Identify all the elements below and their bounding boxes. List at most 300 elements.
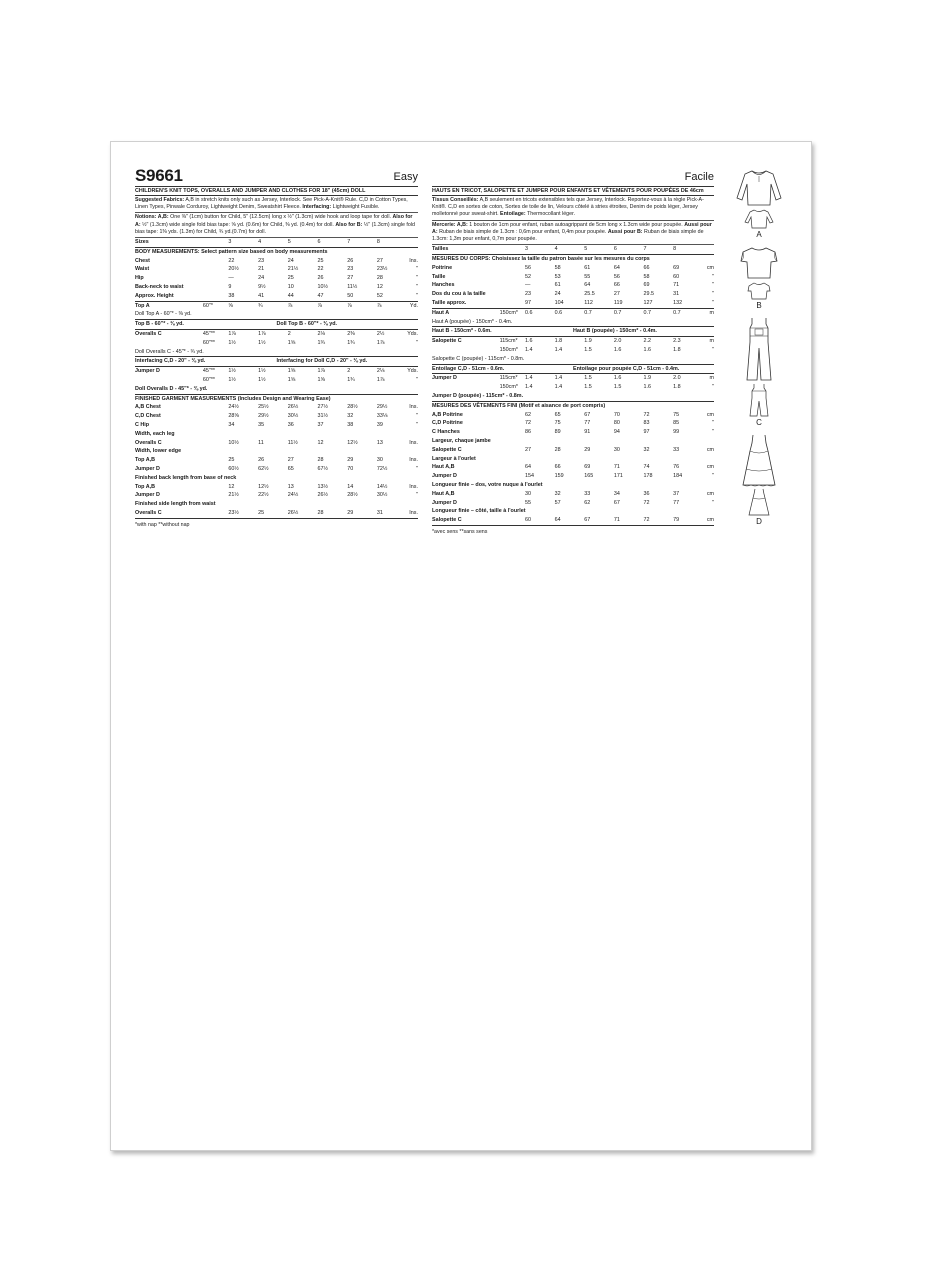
- subheading-row: [432, 437, 714, 446]
- value-cell: 52: [525, 273, 532, 280]
- value-cell: 38: [228, 292, 258, 301]
- value-cell: 22½: [258, 492, 269, 499]
- subheading-row: [135, 500, 418, 509]
- view-b-label: B: [756, 301, 762, 310]
- row-label: Jumper D: [135, 492, 160, 499]
- value-cell: 30: [613, 446, 620, 453]
- french-tables: [432, 245, 714, 526]
- row-label: Waist: [135, 266, 150, 273]
- value-cell: 13: [376, 439, 383, 446]
- value-cell: 2⅜: [347, 330, 355, 337]
- value-cell: 12½: [258, 483, 269, 490]
- value-cell: 44: [288, 292, 318, 301]
- value-cell: 1½: [228, 368, 236, 375]
- value-cell: 33: [584, 490, 591, 497]
- unit-cell: [400, 238, 418, 247]
- unit-cell: ": [416, 284, 418, 290]
- row-label: A,B Chest: [135, 404, 161, 411]
- width-cell: [203, 421, 228, 430]
- value-cell: 1¾: [347, 339, 355, 346]
- width-cell: [203, 456, 228, 465]
- width-cell: 150cm*: [499, 384, 518, 391]
- value-cell: 67: [584, 411, 591, 418]
- doll-jumper-d-yardage: Doll Overalls D - 45"* - ⅜ yd.: [135, 385, 418, 395]
- nap-footnote-fr: *avec sens **sans sens: [432, 528, 488, 535]
- suggested-fabrics-fr: [432, 196, 714, 221]
- value-cell: 89: [554, 429, 561, 436]
- row-label: Taille: [432, 273, 446, 280]
- interfacing-line: Entoilage C,D - 51cm - 0.6m.: [432, 365, 505, 372]
- width-cell: [203, 483, 228, 492]
- value-cell: 1½: [258, 376, 266, 383]
- view-c-label: C: [756, 418, 762, 427]
- value-cell: 58: [554, 264, 561, 271]
- value-cell: 91: [584, 429, 591, 436]
- row-label: Top A: [135, 302, 150, 309]
- subheading: Longueur finie – côté, taille à l'ourlet: [432, 508, 526, 515]
- row-label: [432, 346, 500, 355]
- value-cell: 127: [643, 299, 673, 308]
- value-cell: 41: [258, 292, 288, 301]
- unit-cell: ": [416, 413, 418, 420]
- value-cell: 77: [673, 499, 680, 506]
- value-cell: 0.7: [673, 309, 681, 316]
- value-cell: 25: [228, 457, 235, 464]
- french-header: [432, 166, 714, 186]
- value-cell: 12: [317, 439, 324, 446]
- unit-cell: ": [712, 499, 714, 506]
- value-cell: 30½: [376, 492, 388, 499]
- value-cell: ⅞: [287, 302, 293, 309]
- value-cell: 1⅝: [287, 368, 296, 375]
- value-cell: 29: [347, 509, 377, 518]
- value-cell: 27: [613, 291, 620, 298]
- value-cell: 1.8: [673, 384, 681, 391]
- width-cell: 150cm*: [499, 346, 518, 353]
- entoilage-text: Thermocollant léger.: [527, 211, 576, 218]
- subheading-row: [432, 455, 714, 464]
- value-cell: 104: [555, 299, 585, 308]
- width-cell: [500, 419, 525, 428]
- value-cell: 36: [643, 490, 650, 497]
- value-cell: 23½: [228, 509, 258, 518]
- value-cell: 60½: [228, 465, 239, 472]
- value-cell: 2.0: [613, 338, 622, 345]
- value-cell: 29½: [376, 404, 388, 411]
- subheading-row: [135, 430, 418, 439]
- value-cell: 20½: [228, 266, 239, 273]
- value-cell: 76: [673, 464, 680, 471]
- also-b-label: Also for B:: [335, 221, 363, 228]
- value-cell: 2.2: [643, 338, 651, 345]
- value-cell: 29: [584, 446, 591, 453]
- value-cell: 30: [376, 457, 383, 464]
- table-row: [432, 309, 714, 318]
- technical-drawings: [735, 168, 783, 526]
- value-cell: 55: [525, 499, 532, 506]
- value-cell: 31: [673, 291, 680, 298]
- value-cell: 21½: [228, 492, 239, 499]
- value-cell: 14½: [376, 483, 388, 490]
- interfacing-yardage: [135, 357, 418, 367]
- value-cell: 25: [287, 275, 294, 282]
- value-cell: 24: [258, 275, 265, 282]
- value-cell: 0.7: [584, 309, 592, 316]
- french-column: [432, 166, 714, 535]
- value-cell: 6: [614, 245, 644, 254]
- row-label: Dos du cou à la taille: [432, 291, 486, 298]
- subheading-row: [135, 474, 418, 483]
- width-cell: 45"**: [202, 368, 216, 375]
- value-cell: ⅞: [347, 302, 352, 309]
- width-cell: [500, 428, 525, 437]
- doll-top-b-drawing: [735, 281, 783, 301]
- value-cell: 66: [554, 464, 561, 471]
- value-cell: 2.0: [673, 375, 681, 382]
- also-a-text: ½" (1.3cm) wide single fold bias tape: ⅝ yd. (0.6m) for Child, ⅜ yd. (0.4m) for doll.: [142, 221, 334, 228]
- aussi-b-text: Ruban de biais simple de 1.3cm: 1,3m pour enfant, 0,7m pour poupée.: [432, 228, 704, 243]
- value-cell: 11½: [347, 284, 358, 290]
- value-cell: 61: [554, 282, 561, 289]
- table-row: [432, 264, 714, 273]
- row-label: Jumper D: [432, 499, 457, 506]
- row-label: Approx. Height: [135, 292, 203, 301]
- table-row: [135, 483, 418, 492]
- unit-cell: ": [712, 420, 714, 427]
- value-cell: 1⅞: [317, 368, 325, 375]
- value-cell: 71: [614, 516, 644, 525]
- width-cell: [203, 509, 228, 518]
- entoilage-label: Entoilage:: [500, 211, 526, 218]
- value-cell: 1⅝: [287, 376, 296, 383]
- doll-overalls-c-drawing: [735, 382, 783, 418]
- value-cell: 35: [258, 421, 265, 428]
- value-cell: 56: [613, 273, 620, 280]
- value-cell: 72: [525, 420, 532, 427]
- value-cell: 26½: [287, 404, 299, 411]
- fabrics-text: A,B in stretch knits only such as Jersey, Interlock. See Pick-A-Knit® Rule. C,D in Cotton Types, Linen Types, Pinwale Corduroy, Lightweight Denim, Sweatshirt Fleece.: [135, 197, 408, 211]
- value-cell: 62½: [258, 465, 269, 472]
- value-cell: 60: [673, 273, 680, 280]
- value-cell: 23: [347, 266, 354, 273]
- width-cell: [203, 292, 228, 301]
- value-cell: 62: [584, 499, 591, 506]
- view-c: [735, 316, 783, 427]
- row-label: C Hip: [135, 421, 150, 428]
- view-d: [735, 433, 783, 526]
- value-cell: 1⅝: [287, 339, 296, 346]
- unit-cell: Ins.: [409, 257, 418, 264]
- value-cell: 2⅛: [317, 330, 325, 337]
- unit-cell: ": [712, 473, 714, 480]
- width-cell: 60"*: [202, 302, 213, 309]
- suggested-fabrics: [135, 196, 418, 213]
- subheading: Width, lower edge: [135, 448, 182, 455]
- value-cell: 154: [525, 473, 535, 480]
- subheading-row: [135, 447, 418, 456]
- unit-cell: ": [712, 291, 714, 298]
- value-cell: 1.6: [643, 346, 651, 353]
- value-cell: 7: [347, 238, 377, 247]
- value-cell: 32: [643, 446, 650, 453]
- value-cell: ⅝: [228, 302, 233, 309]
- row-label: Overalls C: [135, 330, 162, 337]
- value-cell: 75: [673, 411, 680, 418]
- value-cell: 70: [613, 411, 620, 418]
- english-tables: [135, 238, 418, 519]
- value-cell: 28⅝: [228, 413, 239, 420]
- width-cell: [500, 463, 525, 472]
- table-row: [135, 283, 418, 292]
- jumper-d-drawing: [735, 433, 783, 487]
- table-row: [135, 456, 418, 465]
- unit-cell: ": [712, 384, 714, 391]
- table-row: [135, 330, 418, 339]
- finished-measurements-table: [135, 403, 418, 518]
- unit-cell: ": [712, 429, 714, 436]
- unit-cell: cm: [706, 464, 714, 471]
- width-cell: [500, 472, 525, 481]
- value-cell: 119: [614, 299, 644, 308]
- unit-cell: ": [416, 266, 418, 273]
- value-cell: 27: [525, 446, 532, 453]
- value-cell: 26: [317, 275, 324, 282]
- top-b-yardage: [135, 320, 418, 330]
- value-cell: 80: [613, 420, 620, 427]
- row-label: Haut A,B: [432, 490, 455, 497]
- width-cell: 60"**: [202, 339, 216, 346]
- value-cell: 10: [287, 284, 294, 290]
- unit-cell: ": [416, 421, 418, 428]
- unit-cell: ": [712, 282, 714, 289]
- table-row: [135, 439, 418, 448]
- value-cell: 32: [347, 413, 354, 420]
- value-cell: 83: [643, 420, 650, 427]
- value-cell: 1⅞: [228, 330, 236, 337]
- value-cell: 65: [287, 465, 294, 472]
- view-a-label: A: [756, 230, 762, 239]
- value-cell: ¾: [258, 302, 263, 309]
- value-cell: 33: [673, 446, 680, 453]
- width-cell: [500, 499, 525, 508]
- value-cell: 14: [347, 483, 354, 490]
- width-cell: [500, 290, 525, 299]
- value-cell: 26: [347, 257, 354, 264]
- table-row: [135, 403, 418, 412]
- top-a-drawing: [735, 168, 783, 208]
- value-cell: 184: [673, 473, 683, 480]
- value-cell: 1.4: [525, 375, 533, 382]
- width-cell: [500, 281, 525, 290]
- table-row: [135, 257, 418, 266]
- value-cell: 72½: [376, 465, 388, 472]
- value-cell: 4: [555, 245, 585, 254]
- row-label: Salopette C: [432, 338, 462, 345]
- table-row: [135, 367, 418, 376]
- table-row: [432, 419, 714, 428]
- body-measurements-table: [432, 264, 714, 309]
- difficulty-label: Easy: [393, 171, 418, 183]
- value-cell: 72: [643, 499, 650, 506]
- value-cell: 13½: [317, 483, 328, 490]
- width-cell: 60"**: [202, 376, 216, 383]
- also-b-text: ½" (1.3cm) single fold bias tape: 1⅜ yds. (1.3m) for Child, ¾ yd.(0.7m) for doll.: [135, 221, 415, 235]
- value-cell: 30½: [287, 413, 299, 420]
- value-cell: 67½: [317, 465, 328, 472]
- value-cell: 67: [584, 516, 614, 525]
- row-label: Tailles: [432, 245, 500, 254]
- value-cell: 97: [643, 429, 650, 436]
- top-b-drawing: [735, 245, 783, 281]
- value-cell: 56: [525, 264, 532, 271]
- value-cell: 1¾: [317, 339, 325, 346]
- value-cell: 12½: [347, 439, 358, 446]
- value-cell: 38: [347, 421, 354, 428]
- subheading: Longueur finie – dos, votre nuque à l'ourlet: [432, 481, 543, 488]
- value-cell: 28: [317, 457, 324, 464]
- width-cell: [203, 283, 228, 292]
- value-cell: 1.9: [584, 338, 592, 345]
- value-cell: 27: [376, 257, 383, 264]
- value-cell: 112: [584, 299, 614, 308]
- value-cell: 69: [584, 464, 591, 471]
- value-cell: 10½: [228, 439, 239, 446]
- value-cell: 64: [584, 282, 591, 289]
- top-a-yardage: [135, 302, 418, 311]
- value-cell: 99: [673, 429, 680, 436]
- interfacing-line: Interfacing C,D - 20" - ⅜ yd.: [135, 358, 206, 365]
- value-cell: 1.8: [673, 346, 681, 353]
- finished-measurements-table: [432, 411, 714, 526]
- value-cell: 2.3: [673, 338, 681, 345]
- value-cell: 132: [673, 299, 696, 308]
- value-cell: 71: [613, 464, 620, 471]
- subheading: Largeur, chaque jambe: [432, 437, 491, 444]
- unit-cell: ": [416, 492, 418, 499]
- value-cell: 28: [554, 446, 561, 453]
- table-row: [135, 339, 418, 348]
- value-cell: 1.4: [554, 384, 563, 391]
- value-cell: 64: [555, 516, 585, 525]
- row-label: Haut A: [432, 309, 450, 316]
- unit-cell: cm: [706, 264, 714, 271]
- value-cell: 9½: [258, 284, 266, 290]
- value-cell: 2½: [376, 330, 385, 337]
- unit-cell: [696, 245, 714, 254]
- doll-overalls-c-yardage: Salopette C (poupée) - 115cm* - 0.8m.: [432, 355, 714, 365]
- width-cell: [500, 245, 525, 254]
- width-cell: [500, 273, 525, 282]
- row-label: Salopette C: [432, 516, 500, 525]
- value-cell: 0.6: [554, 309, 563, 316]
- overalls-c-yardage: [432, 337, 714, 355]
- value-cell: 37: [317, 421, 324, 428]
- doll-jumper-d-drawing: [735, 487, 783, 517]
- body-measurements-title: BODY MEASUREMENTS: Select pattern size based on body measurements: [135, 248, 328, 255]
- unit-cell: ": [416, 339, 418, 346]
- view-d-label: D: [756, 517, 762, 526]
- row-label: C,D Poitrine: [432, 420, 463, 427]
- width-cell: [203, 403, 228, 412]
- row-label: Haut A,B: [432, 464, 455, 471]
- table-row: [135, 412, 418, 421]
- finished-measurements-title: FINISHED GARMENT MEASUREMENTS (Includes Design and Wearing Ease): [135, 395, 331, 402]
- value-cell: 39: [376, 421, 383, 428]
- value-cell: —: [228, 275, 234, 282]
- width-cell: 115cm*: [499, 375, 518, 382]
- row-label: Overalls C: [135, 509, 203, 518]
- pattern-title: CHILDREN'S KNIT TOPS, OVERALLS AND JUMPER AND CLOTHES FOR 18" (45cm) DOLL: [135, 186, 418, 196]
- value-cell: 7: [643, 245, 673, 254]
- table-row: [432, 516, 714, 525]
- value-cell: 2: [287, 330, 291, 337]
- doll-top-a-drawing: [735, 208, 783, 230]
- row-label: C,D Chest: [135, 413, 161, 420]
- value-cell: 0.7: [643, 309, 651, 316]
- row-label: Back-neck to waist: [135, 284, 184, 290]
- value-cell: 1.6: [525, 338, 533, 345]
- width-cell: [203, 257, 228, 266]
- table-row: [135, 491, 418, 500]
- value-cell: 1.6: [643, 384, 651, 391]
- pattern-number: S9661: [135, 166, 183, 185]
- table-row: [135, 376, 418, 385]
- width-cell: [500, 411, 525, 420]
- table-row: [135, 421, 418, 430]
- value-cell: 66: [613, 282, 620, 289]
- value-cell: 5: [288, 238, 318, 247]
- width-cell: [500, 490, 525, 499]
- value-cell: 24½: [228, 404, 239, 411]
- jumper-d-yardage: [432, 374, 714, 392]
- value-cell: 1.5: [584, 346, 592, 353]
- value-cell: 34: [228, 421, 235, 428]
- value-cell: 1.5: [584, 375, 592, 382]
- width-cell: 45"**: [202, 330, 216, 337]
- value-cell: 1.6: [613, 346, 622, 353]
- value-cell: 65: [554, 411, 561, 418]
- value-cell: 1⅝: [317, 376, 325, 383]
- value-cell: 1.4: [554, 375, 563, 382]
- nap-footnote: *with nap **without nap: [135, 521, 190, 528]
- unit-cell: Ins.: [409, 439, 418, 446]
- value-cell: 69: [643, 282, 650, 289]
- doll-top-b-line: Doll Top B - 60"* - ⅜ yd.: [276, 321, 338, 328]
- fabrics-label: Suggested Fabrics:: [135, 197, 185, 203]
- table-row: [135, 509, 418, 518]
- value-cell: 32: [554, 490, 561, 497]
- unit-cell: m: [709, 338, 714, 345]
- value-cell: 60: [525, 516, 555, 525]
- value-cell: 47: [318, 292, 348, 301]
- value-cell: 23½: [376, 266, 388, 273]
- unit-cell: cm: [706, 490, 714, 497]
- table-row: [135, 465, 418, 474]
- overalls-c-drawing: [735, 316, 783, 382]
- value-cell: 0.7: [613, 309, 622, 316]
- value-cell: 1½: [258, 368, 266, 375]
- value-cell: 24: [554, 291, 561, 298]
- top-b-line: Top B - 60"* - ⅜ yd.: [135, 321, 184, 328]
- mercerie-text: 1 bouton de 1cm pour enfant, ruban autoagrippant de 5cm long x 1.3cm wide pour poupée.: [469, 221, 683, 228]
- value-cell: 79: [673, 516, 696, 525]
- finished-measurements-title: MESURES DES VÊTEMENTS FINI (Motif et aisance de port compris): [432, 402, 606, 409]
- value-cell: 11½: [287, 439, 298, 446]
- table-row: [135, 302, 418, 311]
- jumper-d-yardage: [135, 367, 418, 385]
- subheading: Largeur à l'ourlet: [432, 455, 476, 462]
- value-cell: 70: [347, 465, 354, 472]
